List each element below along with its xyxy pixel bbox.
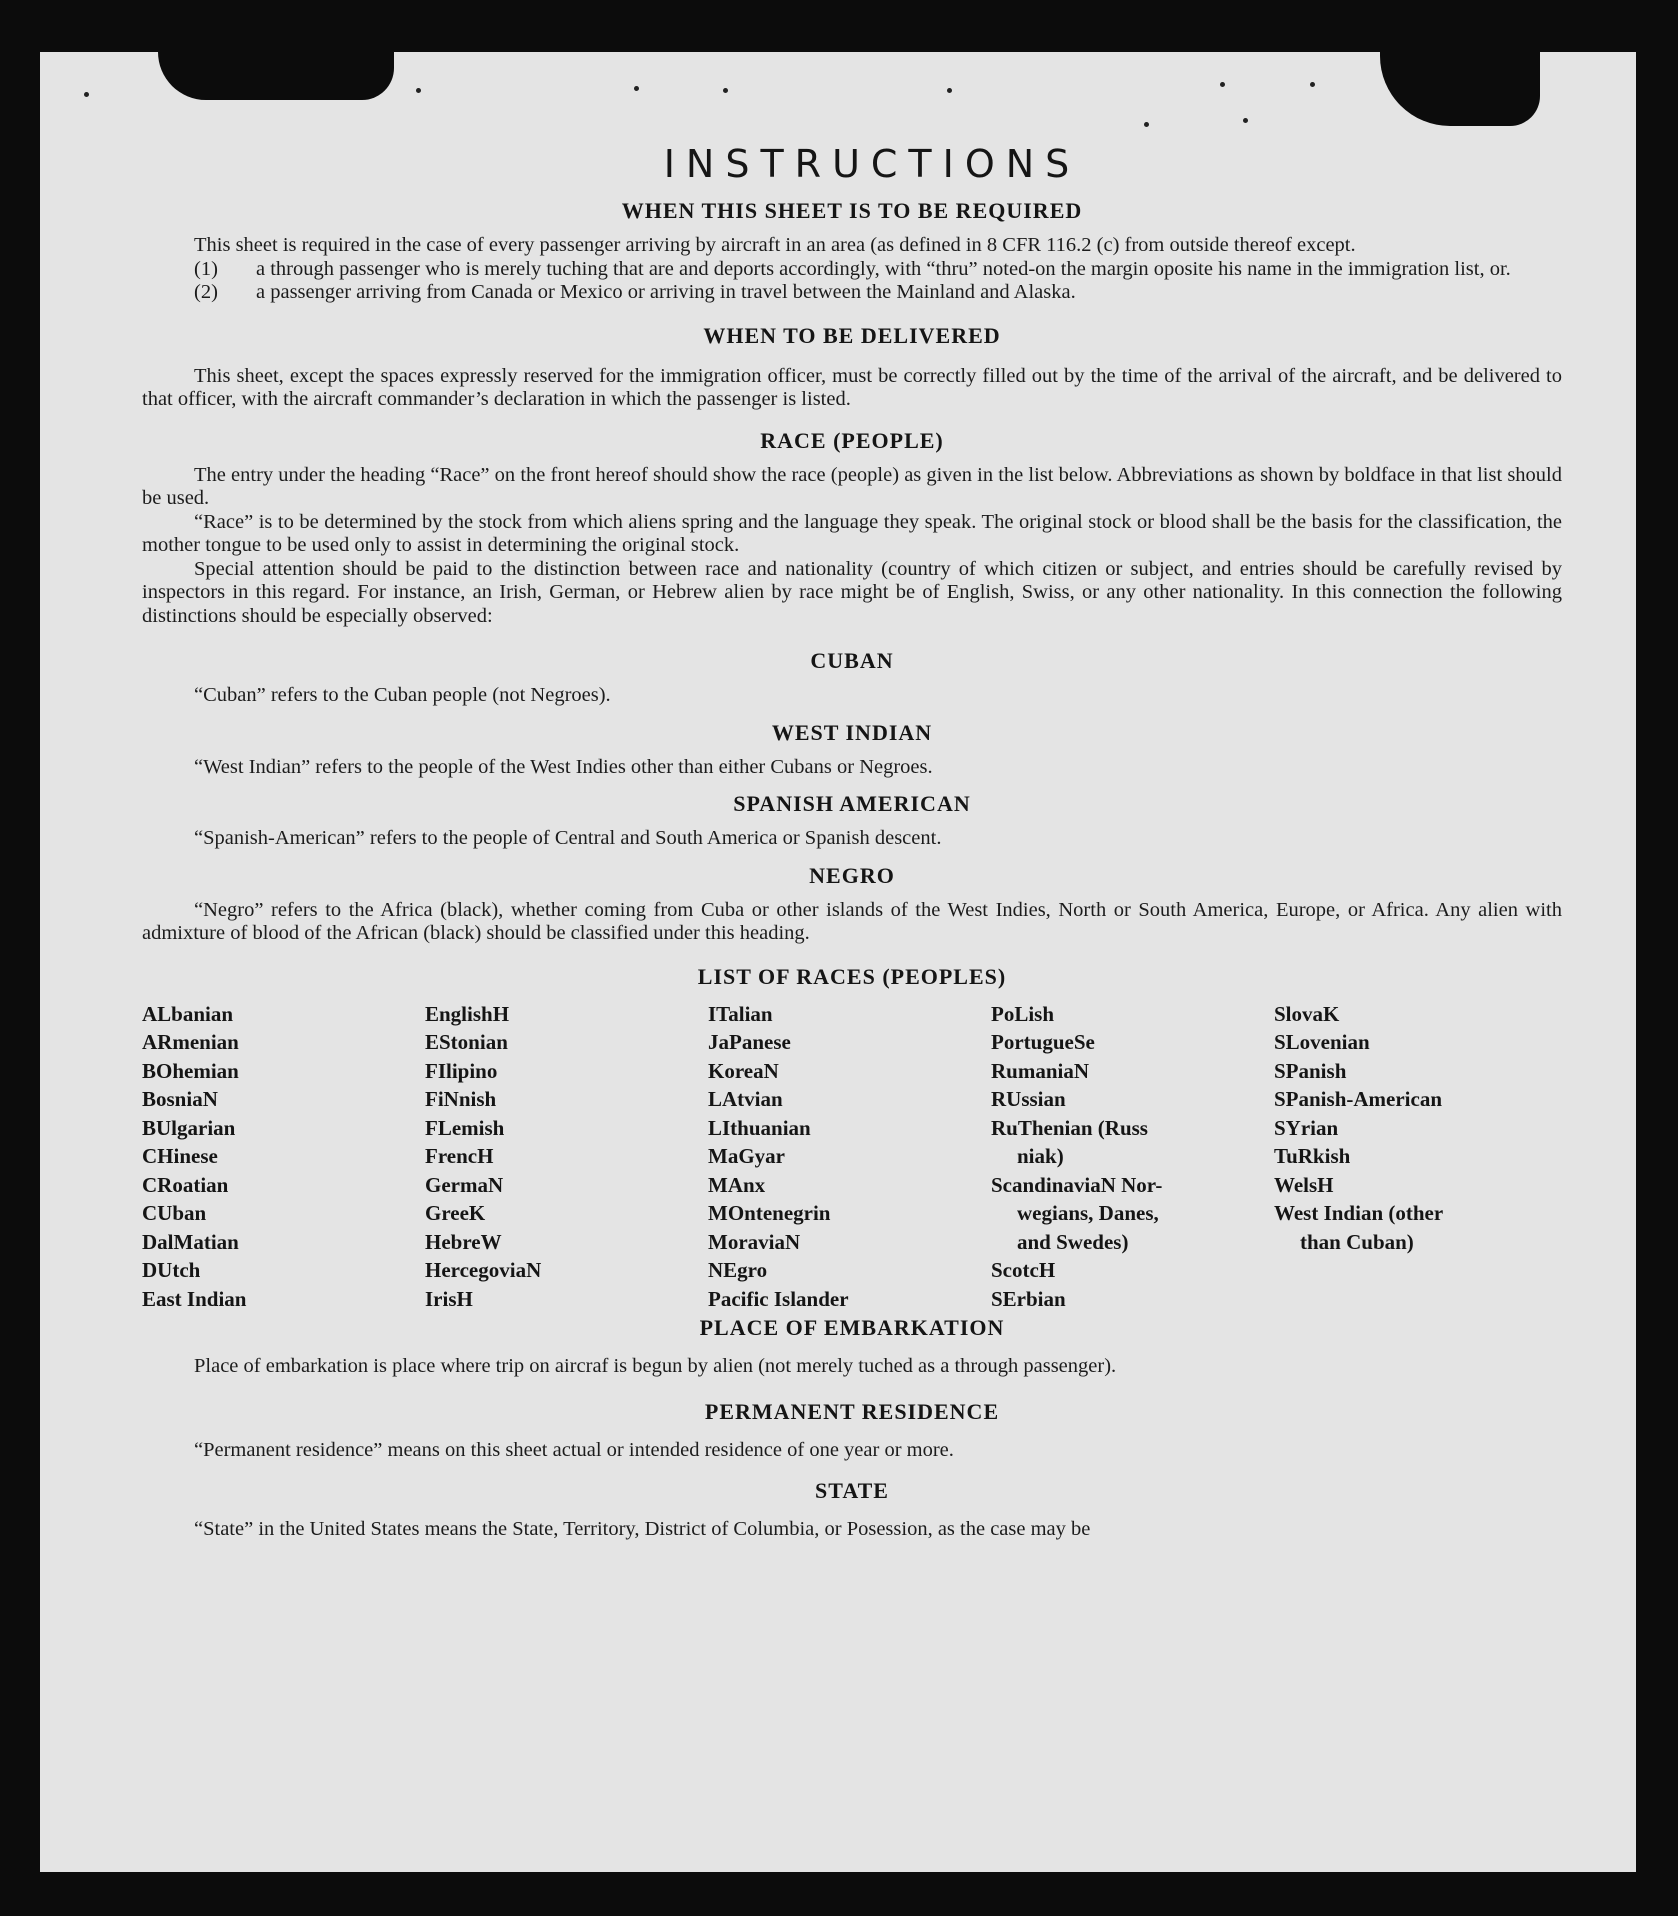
race-entry: KoreaN xyxy=(708,1058,779,1083)
speck xyxy=(84,92,89,97)
speck xyxy=(947,88,952,93)
race-entry-continued: wegians, Danes, xyxy=(1017,1201,1159,1225)
speck xyxy=(723,88,728,93)
race-entry-continued: niak) xyxy=(1017,1144,1064,1168)
instructions-content xyxy=(142,142,1562,1542)
race-entry: RUssian xyxy=(991,1087,1066,1111)
required-item-1 xyxy=(142,258,1562,282)
heading-required: WHEN THIS SHEET IS TO BE REQUIRED xyxy=(621,198,1083,223)
races-column-5 xyxy=(1274,1000,1557,1314)
race-entry: LAtvian xyxy=(708,1087,783,1111)
race-entry: East Indian xyxy=(142,1286,247,1311)
item-text: a passenger arriving from Canada or Mexico or arriving in travel between the Mainland and Alaska. xyxy=(256,281,1076,303)
delivered-text: This sheet, except the spaces expressly reserved for the immigration officer, must be correctly filled out by the time of the arrival of the aircraft, and be delivered to that officer, with the aircraft commander’s declaration in which the passenger is listed. xyxy=(142,364,1562,410)
race-entry: BOhemian xyxy=(142,1058,239,1083)
required-item-2 xyxy=(142,281,1562,305)
race-entry: MAnx xyxy=(708,1172,766,1197)
race-entry: ScotcH xyxy=(991,1258,1056,1282)
west-indian-text: “West Indian” refers to the people of the West Indies other than either Cubans or Negroes. xyxy=(194,755,933,778)
speck xyxy=(1310,82,1315,87)
speck xyxy=(634,86,639,91)
item-text: a through passenger who is merely tuching that are and deports accordingly, with “thru” noted-on the margin oposite his name in the immigration list, or. xyxy=(256,257,1511,280)
race-entry: DalMatian xyxy=(142,1229,239,1254)
race-entry: PoLish xyxy=(991,1001,1055,1026)
torn-corner-left xyxy=(158,52,394,100)
race-entry: MaGyar xyxy=(708,1144,785,1168)
race-entry: CRoatian xyxy=(142,1172,229,1197)
race-entry: FIlipino xyxy=(425,1058,498,1083)
race-entry: IrisH xyxy=(425,1286,473,1311)
races-list xyxy=(142,1000,1562,1314)
speck xyxy=(416,88,421,93)
race-entry-continued: and Swedes) xyxy=(1017,1229,1129,1254)
required-intro: This sheet is required in the case of every passenger arriving by aircraft in an area (as defined in 8 CFR 116.2 (c) from outside thereof except. xyxy=(194,234,1356,256)
heading-race: RACE (PEOPLE) xyxy=(760,427,944,453)
race-entry: PortugueSe xyxy=(991,1030,1095,1054)
race-entry: DUtch xyxy=(142,1258,201,1282)
race-entry: SlovaK xyxy=(1274,1001,1340,1026)
negro-text: “Negro” refers to the Africa (black), whether coming from Cuba or other islands of the West Indies, North or South America, Europe, or Africa. Any alien with admixture of blood of the African (black) should be classified under this heading. xyxy=(142,898,1562,944)
race-entry-continued: than Cuban) xyxy=(1300,1229,1414,1254)
race-entry: CUban xyxy=(142,1201,207,1225)
race-entry: JaPanese xyxy=(708,1030,791,1054)
races-column-1 xyxy=(142,1000,425,1314)
heading-delivered: WHEN TO BE DELIVERED xyxy=(703,322,1001,348)
race-entry: WelsH xyxy=(1274,1172,1334,1197)
race-entry: HebreW xyxy=(425,1229,502,1254)
state-text: “State” in the United States means the State, Territory, District of Columbia, or Posession, as the case may be xyxy=(194,1518,1091,1540)
race-entry: GermaN xyxy=(425,1172,504,1197)
heading-residence: PERMANENT RESIDENCE xyxy=(704,1398,1000,1424)
heading-embarkation: PLACE OF EMBARKATION xyxy=(699,1315,1005,1340)
cuban-text: “Cuban” refers to the Cuban people (not Negroes). xyxy=(194,684,611,706)
race-entry: BUlgarian xyxy=(142,1115,236,1140)
race-paragraph-2: “Race” is to be determined by the stock from which aliens spring and the language they speak. The original stock or blood shall be the basis for the classification, the mother tongue to be used only to assist in determining the original stock. xyxy=(142,510,1562,556)
item-number: (2) xyxy=(194,281,218,303)
race-entry: CHinese xyxy=(142,1144,218,1168)
race-entry: West Indian (other xyxy=(1274,1201,1444,1225)
heading-west-indian: WEST INDIAN xyxy=(771,719,933,745)
heading-spanish-american: SPANISH AMERICAN xyxy=(733,791,971,816)
race-entry: RumaniaN xyxy=(991,1058,1090,1083)
race-entry: MoraviaN xyxy=(708,1229,801,1254)
race-entry: FiNnish xyxy=(425,1087,497,1111)
document-sheet xyxy=(40,52,1636,1872)
race-entry: LIthuanian xyxy=(708,1115,811,1140)
race-entry: EnglishH xyxy=(425,1001,510,1026)
page-title: INSTRUCTIONS xyxy=(663,142,1081,186)
race-entry: ITalian xyxy=(708,1001,773,1026)
race-entry: SErbian xyxy=(991,1286,1066,1311)
race-entry: HercegoviaN xyxy=(425,1258,542,1282)
heading-cuban: CUBAN xyxy=(810,648,894,673)
race-entry: SPanish-American xyxy=(1274,1087,1442,1111)
speck xyxy=(1144,122,1149,127)
spanish-american-text: “Spanish-American” refers to the people of Central and South America or Spanish descent. xyxy=(194,827,942,849)
race-entry: FrencH xyxy=(425,1144,494,1168)
speck xyxy=(1220,82,1225,87)
heading-negro: NEGRO xyxy=(809,862,895,888)
heading-state: STATE xyxy=(815,1478,889,1503)
race-entry: ARmenian xyxy=(142,1030,239,1054)
speck xyxy=(1243,118,1248,123)
race-entry: BosniaN xyxy=(142,1087,218,1111)
race-entry: EStonian xyxy=(425,1030,508,1054)
race-entry: TuRkish xyxy=(1274,1144,1351,1168)
embarkation-text: Place of embarkation is place where trip on aircraf is begun by alien (not merely tuched as a through passenger). xyxy=(194,1355,1117,1377)
race-entry: SYrian xyxy=(1274,1115,1339,1140)
race-entry: NEgro xyxy=(708,1258,768,1282)
race-entry: RuThenian (Russ xyxy=(991,1115,1148,1140)
races-column-4 xyxy=(991,1000,1274,1314)
race-entry: SLovenian xyxy=(1274,1030,1370,1054)
race-entry: SPanish xyxy=(1274,1058,1347,1083)
race-paragraph-1: The entry under the heading “Race” on the front hereof should show the race (people) as given in the list below. Abbreviations as shown by boldface in that list should be used. xyxy=(142,463,1562,509)
torn-corner-right xyxy=(1380,52,1540,126)
races-column-3 xyxy=(708,1000,991,1314)
race-paragraph-3: Special attention should be paid to the distinction between race and nationality (country of which citizen or subject, and entries should be carefully revised by inspectors in this regard. For instance, an Irish, German, or Hebrew alien by race might be of English, Swiss, or any other nationality. In this connection the following distinctions should be especially observed: xyxy=(142,557,1562,627)
race-entry: GreeK xyxy=(425,1201,486,1225)
residence-text: “Permanent residence” means on this sheet actual or intended residence of one year or more. xyxy=(194,1438,954,1461)
races-column-2 xyxy=(425,1000,708,1314)
race-entry: FLemish xyxy=(425,1115,505,1140)
item-number: (1) xyxy=(194,257,218,280)
race-entry: ScandinaviaN Nor- xyxy=(991,1172,1163,1197)
race-entry: MOntenegrin xyxy=(708,1201,831,1225)
race-entry: ALbanian xyxy=(142,1001,234,1026)
heading-list-of-races: LIST OF RACES (PEOPLES) xyxy=(697,963,1007,989)
race-entry: Pacific Islander xyxy=(708,1286,849,1311)
